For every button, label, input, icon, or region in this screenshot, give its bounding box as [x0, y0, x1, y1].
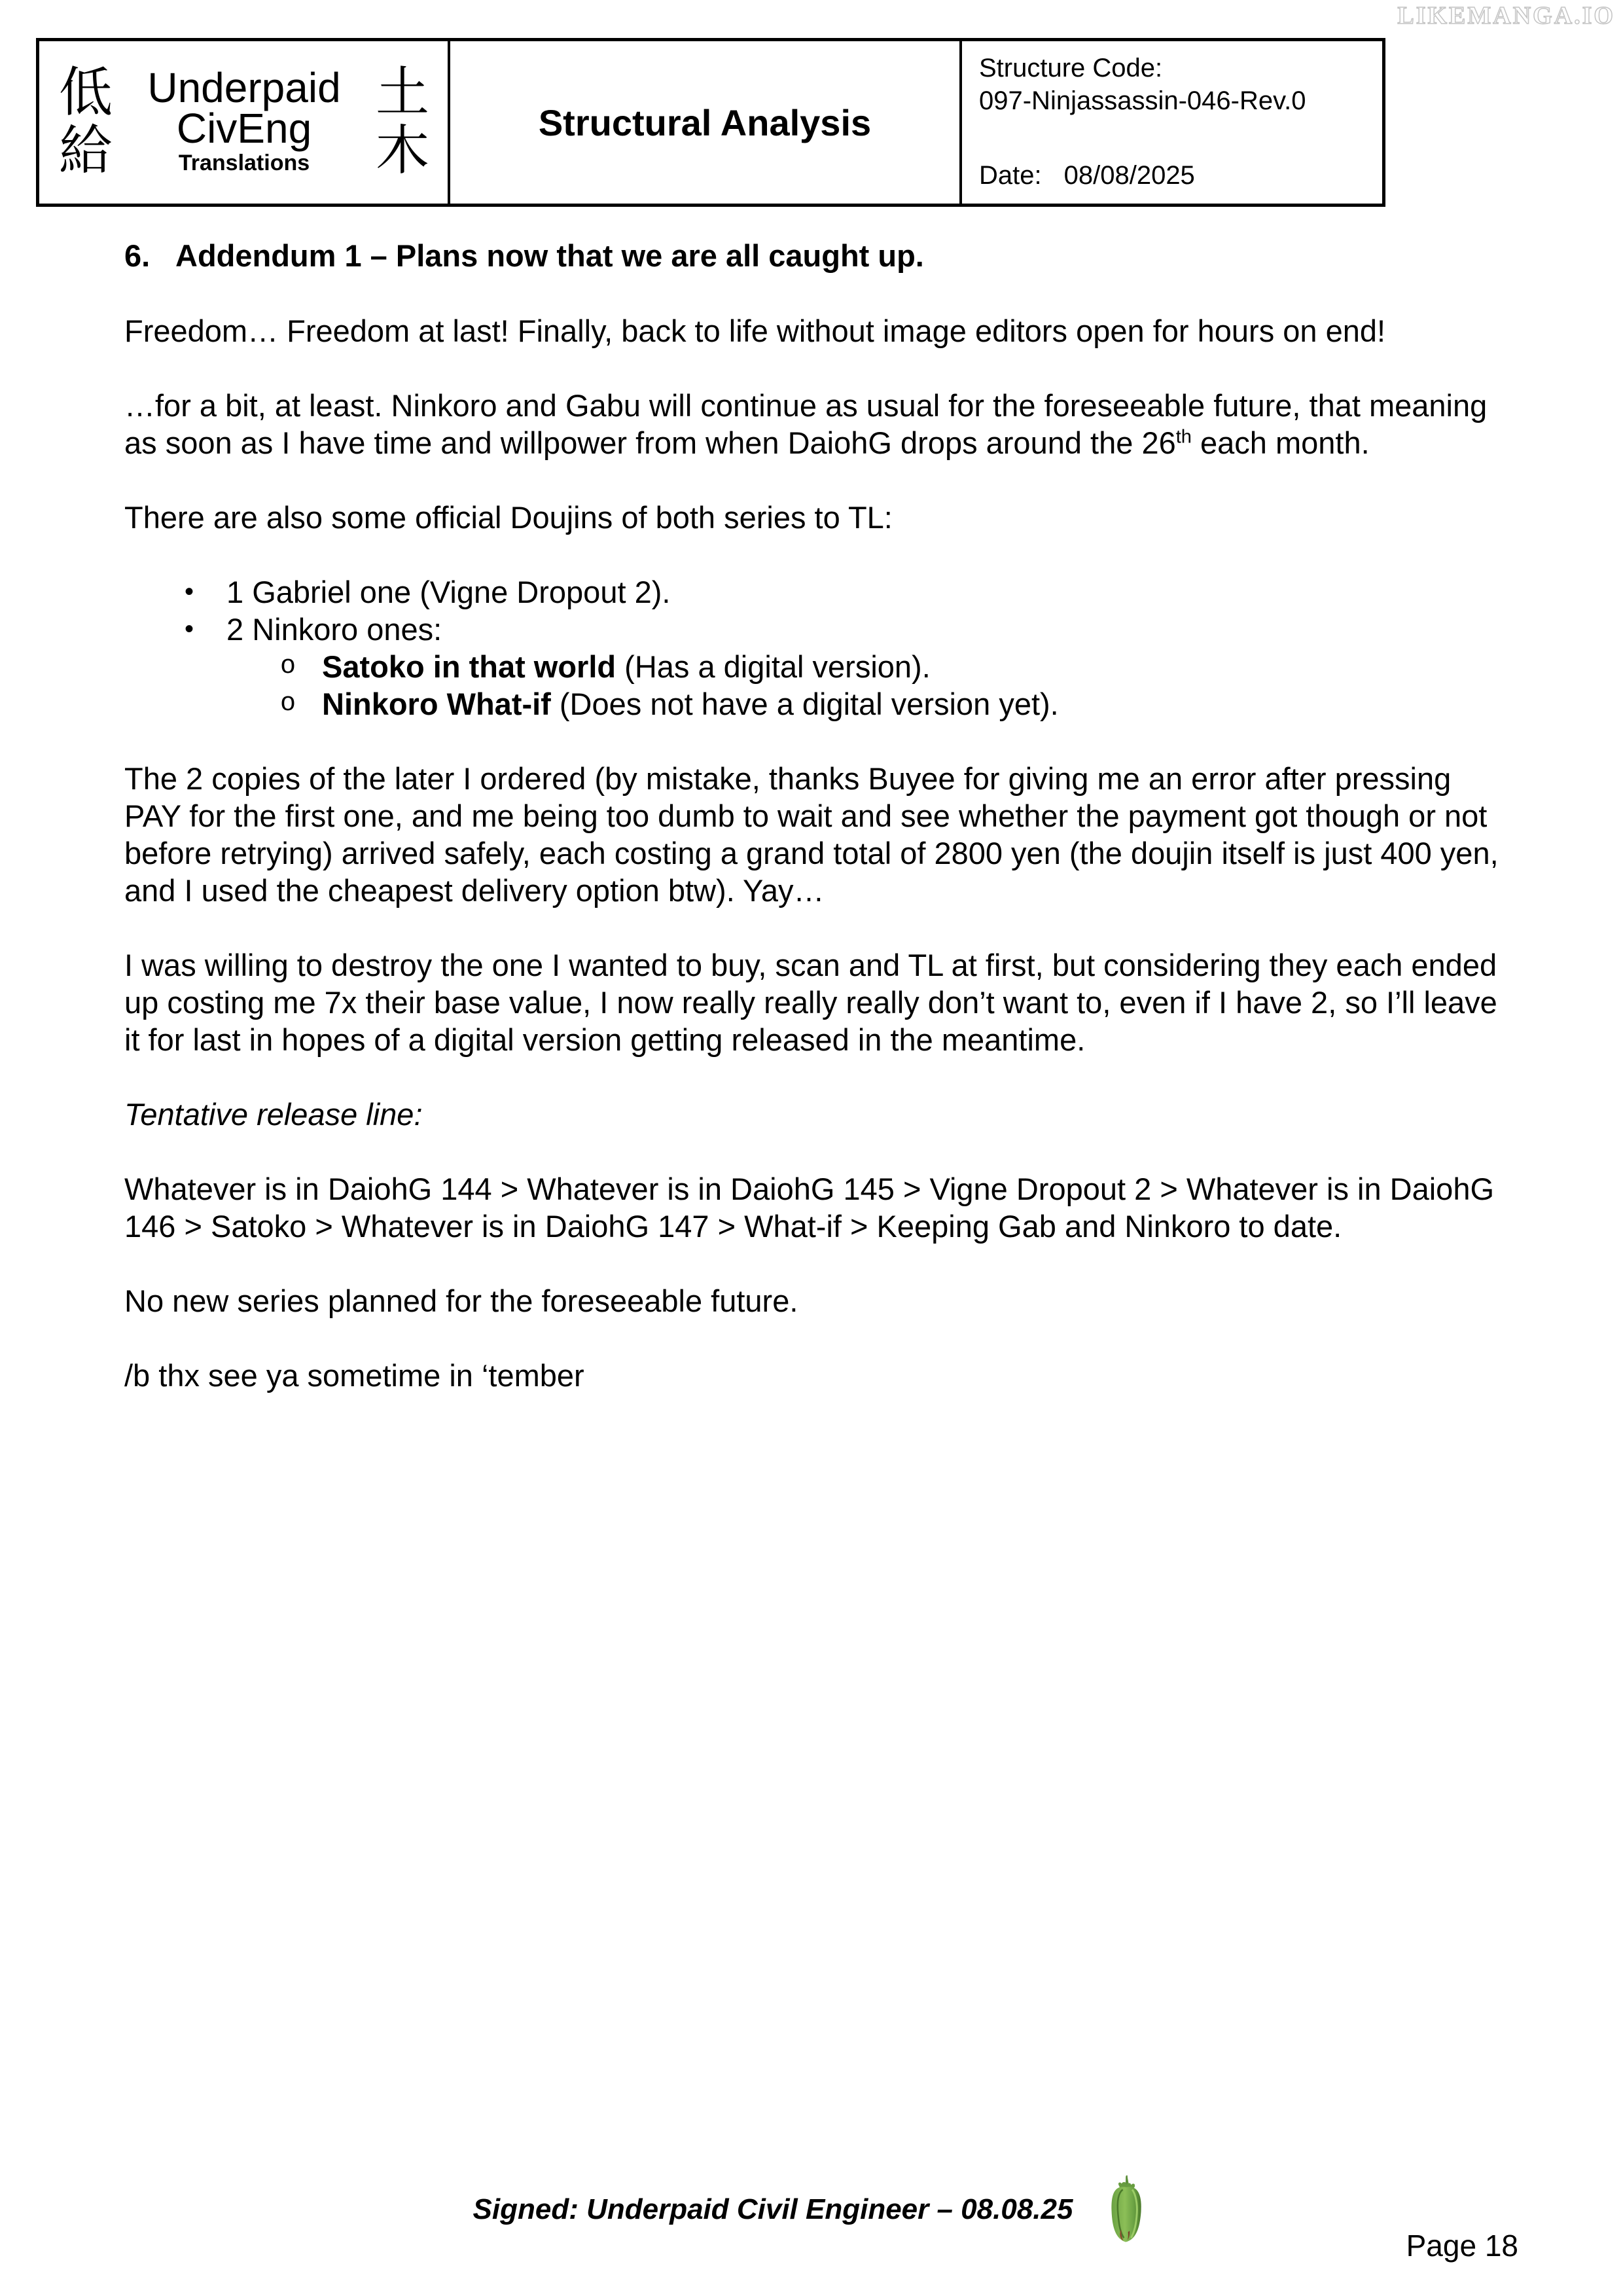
list-item-sub: [124, 648, 1512, 685]
list-item: [124, 611, 1512, 648]
paragraph-doujins: There are also some official Doujins of both series to TL:: [124, 500, 893, 535]
structure-code-value: 097-Ninjassassin-046-Rev.0: [979, 86, 1306, 115]
list-item-text: 1 Gabriel one (Vigne Dropout 2).: [226, 575, 671, 609]
kanji-right: [376, 64, 429, 180]
superscript-th: th: [1175, 426, 1192, 448]
doujin-note: (Has a digital version).: [616, 649, 931, 684]
list-item: [124, 573, 1512, 611]
paragraph-goodbye: /b thx see ya sometime in ‘tember: [124, 1358, 584, 1393]
kanji-left-bottom: 給: [59, 121, 113, 181]
paragraph-destroy: I was willing to destroy the one I wanted to buy, scan and TL at first, but considering they each ended up costing me 7x their base value, I now really really really don’t want to, even if I have 2, so I’ll leave it for last in hopes of a digital version getting released in the meantime.: [124, 948, 1497, 1057]
section-title: Addendum 1 – Plans now that we are all caught up.: [175, 238, 924, 273]
document-title: Structural Analysis: [450, 41, 962, 204]
paragraph-release-line: Whatever is in DaiohG 144 > Whatever is in DaiohG 145 > Vigne Dropout 2 > Whatever is in DaiohG 146 > Satoko > Whatever is in DaiohG 147 > What-if > Keeping Gab and Ninkoro to date.: [124, 1172, 1495, 1244]
date-label: Date:: [979, 161, 1042, 190]
doujin-title: Satoko in that world: [322, 649, 616, 684]
page-number: Page 18: [1406, 2229, 1518, 2263]
bullet-icon: •: [185, 577, 194, 606]
doujin-note: (Does not have a digital version yet).: [550, 687, 1059, 721]
section-number: 6.: [124, 238, 151, 273]
date-line: [979, 159, 1376, 192]
bullet-icon: •: [185, 615, 194, 643]
signature-text: Signed: Underpaid Civil Engineer – 08.08.25: [473, 2193, 1073, 2225]
paragraph-freedom: Freedom… Freedom at last! Finally, back to life without image editors open for hours on end!: [124, 314, 1386, 348]
list-item-text: [322, 648, 931, 685]
paragraph-for-a-bit: [124, 387, 1512, 461]
paragraph-tentative: Tentative release line:: [124, 1097, 423, 1132]
title-block-table: [36, 38, 1385, 207]
kanji-right-bottom: 木: [375, 121, 429, 181]
structure-code-label: Structure Code:: [979, 54, 1163, 82]
doujin-title: Ninkoro What-if: [322, 687, 551, 721]
document-body: [124, 237, 1512, 1431]
doujin-list: [124, 573, 1512, 723]
logo-cell: [39, 41, 450, 204]
date-value: 08/08/2025: [1063, 161, 1195, 190]
structure-code-cell: [962, 41, 1382, 204]
signature-row: [0, 2174, 1623, 2245]
green-pepper-image: [1103, 2174, 1150, 2245]
site-watermark: LIKEMANGA.IO: [1397, 2, 1615, 29]
kanji-left: [59, 64, 113, 180]
kanji-right-top: 土: [375, 63, 429, 123]
sub-bullet-icon: o: [280, 689, 296, 719]
kanji-left-top: 低: [59, 63, 113, 123]
paragraph-text: …for a bit, at least. Ninkoro and Gabu will continue as usual for the foreseeable future, that meaning as soon as I have time and willpower from when DaiohG drops around the 26: [124, 388, 1488, 460]
paragraph-copies: The 2 copies of the later I ordered (by mistake, thanks Buyee for giving me an error after pressing PAY for the first one, and me being too dumb to wait and see whether the payment got though or not before retrying) arrived safely, each costing a grand total of 2800 yen (the doujin itself is just 400 yen, and I used the cheapest delivery option btw). Yay…: [124, 761, 1499, 908]
section-heading: [124, 237, 1512, 274]
brand-line-1: Underpaid: [147, 64, 341, 111]
brand-line-2: CivEng: [176, 105, 312, 152]
paragraph-no-new-series: No new series planned for the foreseeable future.: [124, 1283, 798, 1318]
list-item-text: [322, 685, 1059, 723]
brand-name: [147, 64, 341, 177]
list-item-text: 2 Ninkoro ones:: [226, 612, 442, 647]
brand-line-3: Translations: [178, 151, 310, 175]
sub-bullet-icon: o: [280, 652, 296, 681]
paragraph-text: each month.: [1191, 425, 1370, 460]
list-item-sub: [124, 685, 1512, 723]
